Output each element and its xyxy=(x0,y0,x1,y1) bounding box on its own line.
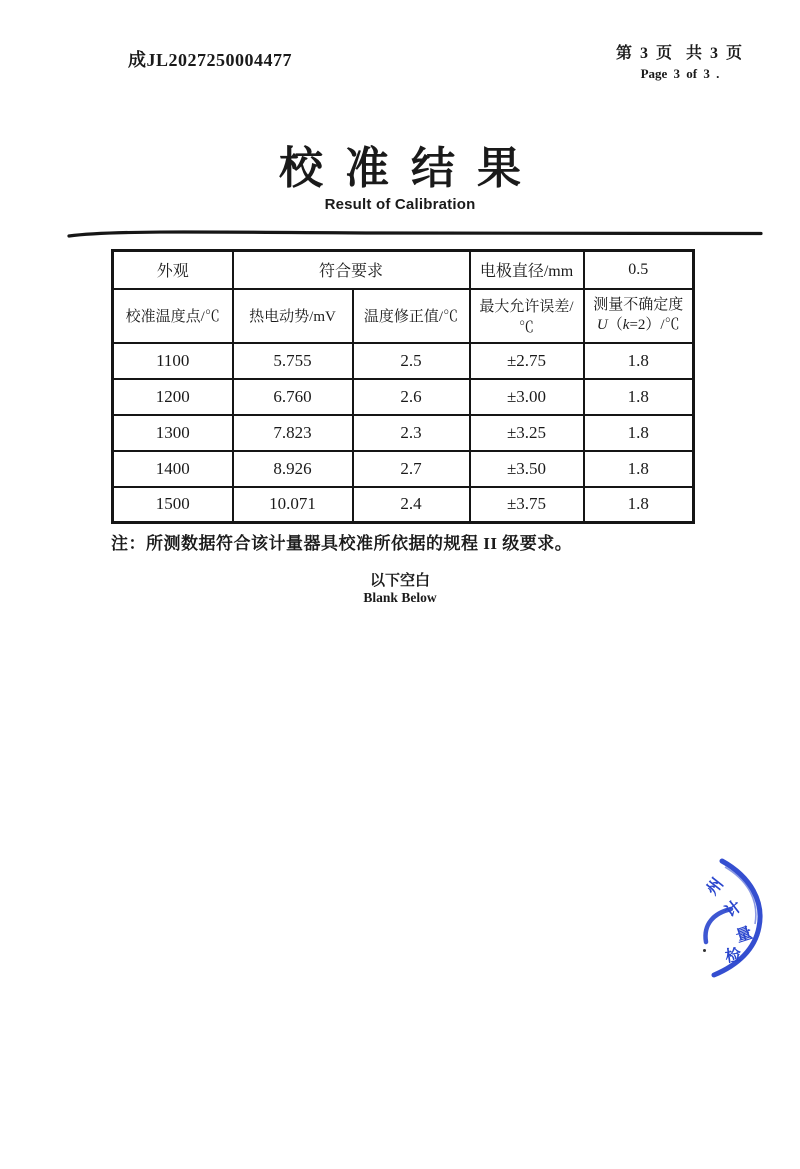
cell-electrode-value: 0.5 xyxy=(584,251,694,289)
cell-correction: 2.6 xyxy=(353,379,470,415)
table-header-row xyxy=(113,289,694,343)
certificate-number: 成JL2027250004477 xyxy=(128,50,293,70)
stamp-char: 检 xyxy=(724,946,743,966)
calibration-result-table xyxy=(111,249,695,524)
cell-emf: 7.823 xyxy=(233,415,353,451)
table-note: 注：所测数据符合该计量器具校准所依据的规程 II 级要求。 xyxy=(111,534,573,553)
cell-uncertainty: 1.8 xyxy=(584,487,694,523)
page-number-en: Page 3 of 3 . xyxy=(640,66,720,81)
cell-electrode-label: 电极直径/mm xyxy=(470,251,584,289)
cell-appearance-value: 符合要求 xyxy=(233,251,470,289)
stamp-char: 量 xyxy=(733,924,755,946)
cell-max-error: ±2.75 xyxy=(470,343,584,379)
cell-uncertainty: 1.8 xyxy=(584,415,694,451)
cell-max-error: ±3.75 xyxy=(470,487,584,523)
cell-temp: 1100 xyxy=(113,343,233,379)
col-header-correction: 温度修正值/℃ xyxy=(353,289,470,343)
seal-stamp xyxy=(688,850,773,985)
table-row xyxy=(113,451,694,487)
stamp-char: 计 xyxy=(721,897,746,922)
table-row xyxy=(113,487,694,523)
cell-emf: 10.071 xyxy=(233,487,353,523)
cell-correction: 2.7 xyxy=(353,451,470,487)
scan-speck xyxy=(703,949,706,952)
cell-emf: 6.760 xyxy=(233,379,353,415)
col-header-temperature: 校准温度点/℃ xyxy=(113,289,233,343)
col-header-uncertainty: 测量不确定度 U（k=2）/℃ xyxy=(584,289,694,343)
cell-uncertainty: 1.8 xyxy=(584,379,694,415)
cell-max-error: ±3.00 xyxy=(470,379,584,415)
cell-correction: 2.4 xyxy=(353,487,470,523)
cell-max-error: ±3.25 xyxy=(470,415,584,451)
table-row xyxy=(113,415,694,451)
table-row xyxy=(113,379,694,415)
cell-correction: 2.5 xyxy=(353,343,470,379)
blank-below-en: Blank Below xyxy=(363,590,437,605)
cell-emf: 8.926 xyxy=(233,451,353,487)
cell-appearance-label: 外观 xyxy=(113,251,233,289)
col-header-max-error: 最大允许误差/℃ xyxy=(470,289,584,343)
stamp-char: 州 xyxy=(703,875,728,899)
page-subtitle: Result of Calibration xyxy=(324,196,476,213)
page-number-block xyxy=(596,40,764,82)
cell-temp: 1200 xyxy=(113,379,233,415)
title-divider-line xyxy=(66,226,764,244)
blank-below-cn: 以下空白 xyxy=(369,573,430,589)
cell-emf: 5.755 xyxy=(233,343,353,379)
table-row-appearance xyxy=(113,251,694,289)
cell-uncertainty: 1.8 xyxy=(584,343,694,379)
cell-correction: 2.3 xyxy=(353,415,470,451)
page-title: 校准结果 xyxy=(279,144,543,193)
page-number-cn: 第 3 页 共 3 页 xyxy=(615,45,744,62)
cell-uncertainty: 1.8 xyxy=(584,451,694,487)
cell-temp: 1400 xyxy=(113,451,233,487)
table-row xyxy=(113,343,694,379)
cell-max-error: ±3.50 xyxy=(470,451,584,487)
cell-temp: 1500 xyxy=(113,487,233,523)
cell-temp: 1300 xyxy=(113,415,233,451)
col-header-emf: 热电动势/mV xyxy=(233,289,353,343)
